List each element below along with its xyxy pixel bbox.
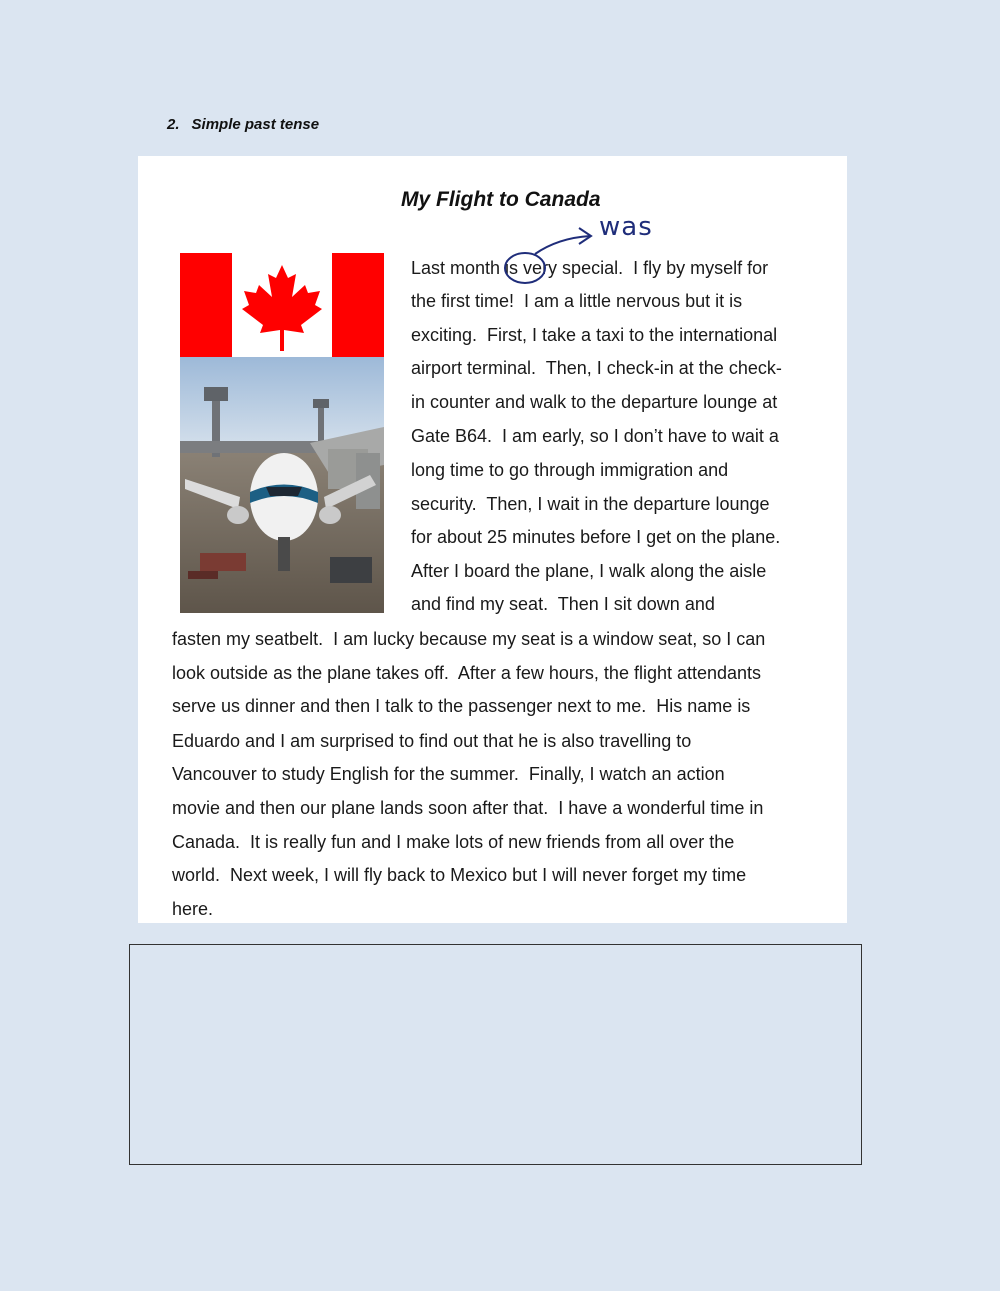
answer-box[interactable] [129,944,862,1165]
story-line: Eduardo and I am surprised to find out that he is also travelling to [172,731,692,751]
story-line: serve us dinner and then I talk to the passenger next to me. His name is [172,696,751,716]
story-line: world. Next week, I will fly back to Mexico but I will never forget my time [172,865,747,885]
airplane-photo [180,357,384,613]
story-line: in counter and walk to the departure lounge at [411,392,778,412]
section-number: 2. [167,116,180,133]
story-images [180,253,384,613]
correction-word: was [599,212,653,242]
story-line: Last month is very special. I fly by myself for [411,258,769,278]
section-heading [167,116,319,133]
story-line: for about 25 minutes before I get on the plane. [411,527,781,547]
story-line: look outside as the plane takes off. After a few hours, the flight attendants [172,663,762,683]
story-line: Vancouver to study English for the summer. Finally, I watch an action [172,764,725,784]
story-line: After I board the plane, I walk along the aisle [411,561,767,581]
section-title: Simple past tense [191,116,320,133]
story-line: Gate B64. I am early, so I don’t have to wait a [411,426,779,446]
story-line: movie and then our plane lands soon after that. I have a wonderful time in [172,798,764,818]
story-line: and find my seat. Then I sit down and [411,594,715,614]
story-line: the first time! I am a little nervous but it is [411,291,743,311]
arrow-mark [535,236,590,254]
arrowhead-mark [579,228,591,244]
story-line: exciting. First, I take a taxi to the international [411,325,778,345]
story-line: airport terminal. Then, I check-in at the check- [411,358,782,378]
story-line: long time to go through immigration and [411,460,729,480]
worksheet-image [138,156,847,923]
story-title: My Flight to Canada [401,188,601,211]
story-line: Canada. It is really fun and I make lots of new friends from all over the [172,832,735,852]
story-line: security. Then, I wait in the departure lounge [411,494,770,514]
canada-flag-icon [180,253,384,357]
story-line: here. [172,899,214,919]
story-line: fasten my seatbelt. I am lucky because my seat is a window seat, so I can [172,629,766,649]
